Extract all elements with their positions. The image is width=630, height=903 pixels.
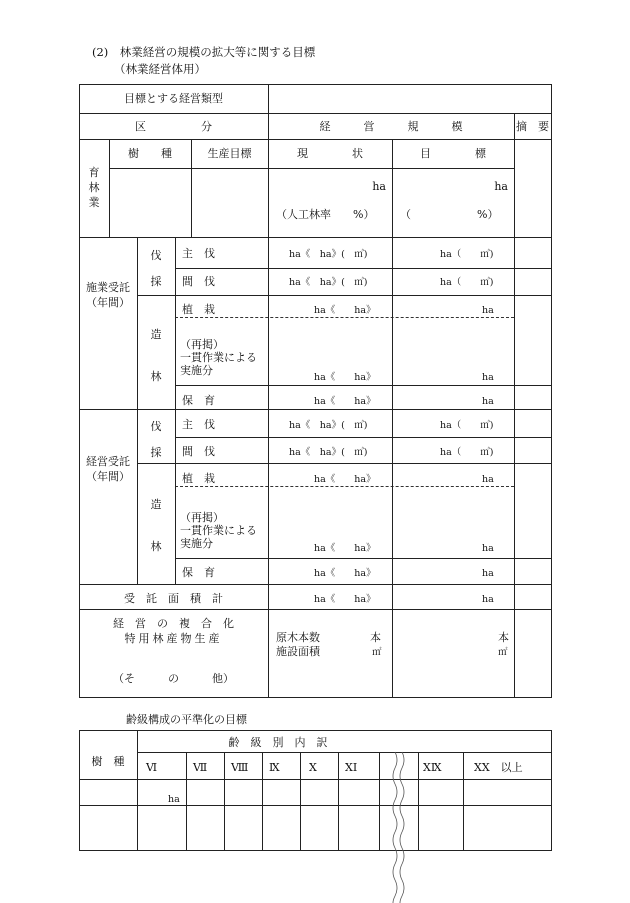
current-header: 現 状: [297, 147, 363, 160]
target-genboku-unit: 本: [498, 631, 509, 644]
artificial-forest-rate: （人工林率 %）: [276, 208, 375, 221]
shubatsu-target-2: ha（ ㎥): [440, 420, 494, 431]
ikurin-current-unit: ha: [372, 180, 386, 193]
hoiku-current-2: ha《 ha》: [314, 568, 376, 579]
hoiku-target: ha: [482, 396, 494, 407]
total-area-current: ha《 ha》: [314, 594, 376, 605]
shubatsu-label: 主 伐: [182, 247, 215, 260]
shubatsu-label-2: 主 伐: [182, 418, 215, 431]
target-header: 目 標: [420, 147, 486, 160]
kubun-header: 区 分: [135, 120, 212, 133]
genboku-label: 原木本数: [276, 631, 320, 644]
age-class-19: ⅩⅨ: [423, 761, 442, 774]
saikei-label-2: （再掲） 一貫作業による 実施分: [180, 511, 257, 550]
bassai-label: 伐 採: [150, 249, 162, 288]
hoiku-target-2: ha: [482, 568, 494, 579]
shubatsu-target: ha（ ㎥): [440, 249, 494, 260]
shokusai-label: 植 栽: [182, 303, 215, 316]
section-title: (2) 林業経営の規模の拡大等に関する目標: [92, 45, 316, 59]
saikei-current: ha《 ha》: [314, 372, 376, 383]
saikei-current-2: ha《 ha》: [314, 543, 376, 554]
kanbatsu-target: ha（ ㎥): [440, 277, 494, 288]
age-class-9: Ⅸ: [269, 761, 280, 774]
hoiku-label: 保 育: [182, 394, 215, 407]
age-class-11: ⅩⅠ: [345, 761, 358, 774]
target-rate: （ %）: [400, 208, 499, 221]
shisetsu-unit: ㎡: [372, 647, 382, 658]
ikurin-target-unit: ha: [494, 180, 508, 193]
ikurin-label: 育 林 業: [88, 166, 100, 209]
shokusai-current-2: ha《 ha》: [314, 474, 376, 485]
total-area-label: 受 託 面 積 計: [124, 592, 223, 605]
zorin-label: 造 林: [150, 328, 162, 383]
saikei-label: （再掲） 一貫作業による 実施分: [180, 338, 257, 377]
shokusai-target-2: ha: [482, 474, 494, 485]
saikei-target: ha: [482, 372, 494, 383]
kanbatsu-current: ha《 ha》( ㎥): [289, 277, 368, 288]
shokusai-label-2: 植 栽: [182, 472, 215, 485]
bassai-label-2: 伐 採: [150, 420, 162, 459]
age-class-8: Ⅷ: [231, 761, 249, 774]
age-table-caption: 齢級構成の平準化の目標: [126, 713, 247, 726]
age-unit-ha: ha: [168, 794, 180, 805]
kanbatsu-current-2: ha《 ha》( ㎥): [289, 447, 368, 458]
target-shisetsu-unit: ㎡: [498, 647, 508, 658]
keiei-jutaku-label: 経営受託 （年間）: [86, 455, 130, 483]
kanbatsu-label-2: 間 伐: [182, 445, 215, 458]
shigyo-jutaku-label: 施業受託 （年間）: [86, 281, 130, 309]
section-subtitle: （林業経営体用）: [114, 62, 206, 76]
shubatsu-current-2: ha《 ha》( ㎥): [289, 420, 368, 431]
keiei-kibo-header: 経 営 規 模: [319, 120, 463, 133]
genboku-unit: 本: [370, 631, 381, 644]
hoiku-current: ha《 ha》: [314, 396, 376, 407]
species-header: 樹 種: [128, 147, 172, 160]
kanbatsu-target-2: ha（ ㎥): [440, 447, 494, 458]
age-class-6: Ⅵ: [146, 761, 158, 774]
total-area-target: ha: [482, 594, 494, 605]
age-class-10: Ⅹ: [309, 761, 317, 774]
hoiku-label-2: 保 育: [182, 566, 215, 579]
shokusai-target: ha: [482, 305, 494, 316]
shubatsu-current: ha《 ha》( ㎥): [289, 249, 368, 260]
fukugoka-line2: 特用林産物生産: [124, 632, 223, 645]
tekiyo-header: 摘 要: [516, 120, 549, 133]
production-goal-header: 生産目標: [207, 147, 252, 160]
age-species-header: 樹 種: [91, 755, 125, 768]
saikei-target-2: ha: [482, 543, 494, 554]
fukugoka-line1: 経 営 の 複 合 化: [113, 617, 234, 630]
age-breakdown-header: 齢 級 別 内 訳: [228, 736, 328, 749]
age-class-7: Ⅶ: [193, 761, 208, 774]
shokusai-current: ha《 ha》: [314, 305, 376, 316]
shisetsu-label: 施設面積: [276, 645, 320, 658]
age-class-20-plus: ⅩⅩ 以上: [474, 761, 523, 774]
zorin-label-2: 造 林: [150, 498, 162, 553]
fukugoka-line3: （そ の 他）: [113, 672, 234, 685]
target-type-label: 目標とする経営類型: [124, 92, 223, 105]
kanbatsu-label: 間 伐: [182, 275, 215, 288]
